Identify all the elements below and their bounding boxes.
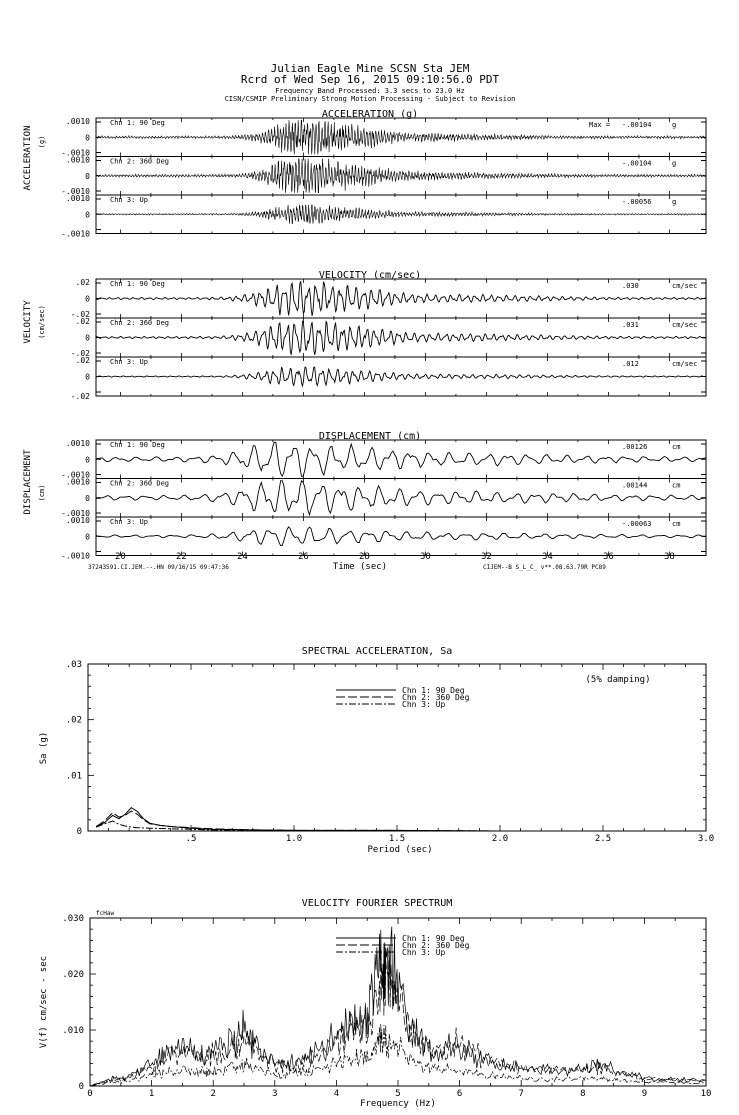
y-tick-label: .02 bbox=[75, 356, 90, 365]
legend-label: Chn 3: Up bbox=[402, 700, 446, 709]
trace-row bbox=[71, 278, 706, 319]
acceleration-panel bbox=[23, 109, 706, 239]
y-tick-label: .0010 bbox=[65, 439, 90, 448]
y-tick-label: .0010 bbox=[65, 516, 90, 525]
y-tick-label: .02 bbox=[65, 715, 82, 726]
trace-row bbox=[61, 156, 706, 197]
legend-label: Chn 1: 90 Deg bbox=[402, 934, 465, 943]
x-axis-label: Frequency (Hz) bbox=[360, 1099, 436, 1109]
waveform-trace bbox=[96, 205, 706, 224]
trace-row bbox=[61, 117, 706, 158]
y-tick-label: .0010 bbox=[65, 155, 90, 165]
x-tick-label: 10 bbox=[700, 1089, 712, 1099]
x-tick-label: 8 bbox=[580, 1089, 586, 1099]
channel-max-value: .031 bbox=[622, 321, 639, 329]
panel-title: DISPLACEMENT (cm) bbox=[318, 431, 422, 442]
trace-frame bbox=[96, 440, 706, 479]
channel-max-value: .00144 bbox=[622, 481, 648, 490]
channel-max-unit: cm/sec bbox=[672, 282, 698, 290]
y-tick-label: .0010 bbox=[65, 477, 90, 487]
channel-max-unit: cm/sec bbox=[672, 360, 698, 368]
legend bbox=[336, 934, 470, 957]
chart-title: SPECTRAL ACCELERATION, Sa bbox=[301, 646, 453, 657]
y-tick-label: -.02 bbox=[70, 349, 90, 358]
y-tick-label: 0 bbox=[85, 210, 90, 220]
spectral-acceleration-chart bbox=[39, 646, 714, 855]
waveform-trace bbox=[96, 367, 706, 386]
waveform-trace bbox=[96, 159, 706, 193]
y-tick-label: 0 bbox=[78, 1082, 84, 1092]
y-tick-label: 0 bbox=[85, 133, 90, 143]
series-line bbox=[96, 811, 706, 831]
channel-max-value: -.00056 bbox=[622, 198, 652, 206]
trace-row bbox=[61, 194, 706, 239]
waveform-trace bbox=[96, 527, 706, 546]
x-tick-label: 2.0 bbox=[491, 834, 509, 844]
trace-row bbox=[71, 356, 706, 401]
time-tick-label: 36 bbox=[602, 552, 614, 562]
velocity-fourier-spectrum-chart bbox=[39, 898, 711, 1109]
y-tick-label: -.0010 bbox=[61, 148, 90, 158]
panel-side-label: DISPLACEMENT bbox=[23, 449, 33, 515]
time-tick-label: 24 bbox=[236, 552, 248, 562]
header-station: Julian Eagle Mine SCSN Sta JEM bbox=[270, 62, 470, 75]
x-axis-label: Period (sec) bbox=[367, 845, 433, 855]
y-tick-label: -.0010 bbox=[61, 229, 90, 239]
header-disclaimer: CISN/CSMIP Preliminary Strong Motion Processing - Subject to Revision bbox=[224, 95, 516, 103]
series-line bbox=[90, 927, 706, 1087]
time-tick-label: 34 bbox=[541, 552, 553, 562]
series-lines bbox=[90, 927, 706, 1087]
legend-label: Chn 1: 90 Deg bbox=[402, 686, 465, 695]
waveform-trace bbox=[96, 442, 706, 476]
axis-ticks bbox=[66, 660, 714, 844]
y-tick-label: 0 bbox=[85, 372, 90, 382]
max-prefix: Max = bbox=[589, 121, 611, 129]
panel-side-label: VELOCITY bbox=[23, 300, 33, 344]
channel-label: Chn 2: 360 Deg bbox=[110, 157, 170, 166]
x-tick-label: 3.0 bbox=[697, 834, 715, 844]
series-line bbox=[90, 1024, 706, 1086]
time-tick-label: 22 bbox=[175, 552, 187, 562]
channel-label: Chn 1: 90 Deg bbox=[110, 441, 165, 449]
plot-tag: fcHaw bbox=[96, 910, 115, 917]
legend-label: Chn 3: Up bbox=[402, 948, 446, 957]
waveform-trace bbox=[96, 321, 706, 355]
y-tick-label: -.02 bbox=[70, 392, 90, 401]
y-tick-label: 0 bbox=[85, 333, 90, 343]
x-tick-label: 9 bbox=[641, 1089, 648, 1099]
time-tick-label: 20 bbox=[114, 552, 126, 562]
y-tick-label: .02 bbox=[75, 278, 90, 287]
y-tick-label: 0 bbox=[85, 294, 90, 304]
y-axis-label: V(f) cm/sec - sec bbox=[39, 955, 49, 1049]
x-tick-label: 1 bbox=[148, 1089, 155, 1099]
velocity-panel bbox=[23, 270, 706, 401]
y-tick-label: 0 bbox=[85, 171, 90, 181]
time-tick-label: 38 bbox=[663, 552, 675, 562]
x-tick-label: 1.0 bbox=[285, 834, 303, 844]
displacement-panel bbox=[23, 431, 706, 561]
y-tick-label: .010 bbox=[62, 1026, 84, 1036]
x-tick-label: 5 bbox=[395, 1089, 401, 1099]
channel-label: Chn 3: Up bbox=[110, 518, 148, 526]
header-record: Rcrd of Wed Sep 16, 2015 09:10:56.0 PDT bbox=[240, 73, 500, 86]
trace-rows bbox=[61, 117, 706, 239]
trace-rows bbox=[61, 439, 706, 561]
time-tick-label: 32 bbox=[480, 552, 492, 562]
y-axis-label: Sa (g) bbox=[39, 731, 49, 765]
y-tick-label: .030 bbox=[62, 914, 84, 924]
legend-label: Chn 2: 360 Deg bbox=[402, 693, 470, 702]
y-tick-label: .03 bbox=[65, 660, 82, 670]
trace-row bbox=[71, 317, 706, 358]
y-tick-label: 0 bbox=[85, 493, 90, 503]
y-tick-label: 0 bbox=[85, 532, 90, 542]
chart-title: VELOCITY FOURIER SPECTRUM bbox=[301, 898, 453, 909]
waveform-trace bbox=[96, 281, 706, 316]
time-tick-label: 26 bbox=[297, 552, 309, 562]
y-tick-label: -.02 bbox=[70, 310, 90, 319]
y-tick-label: -.0010 bbox=[61, 509, 90, 518]
waveform-trace bbox=[96, 120, 706, 154]
panel-side-unit: (cm/sec) bbox=[38, 305, 46, 339]
y-tick-label: .020 bbox=[62, 970, 84, 980]
x-tick-label: 6 bbox=[456, 1089, 463, 1099]
channel-label: Chn 1: 90 Deg bbox=[110, 280, 165, 288]
record-id-footer: 37243591.CI.JEM.--.HN 09/16/15 09:47:36 bbox=[88, 564, 229, 571]
channel-label: Chn 3: Up bbox=[110, 196, 148, 204]
panel-side-label: ACCELERATION bbox=[23, 125, 33, 191]
panel-side-unit: (cm) bbox=[38, 484, 46, 502]
channel-label: Chn 2: 360 Deg bbox=[110, 479, 170, 488]
y-tick-label: .02 bbox=[75, 317, 90, 326]
channel-max-value: -.00104 bbox=[622, 121, 652, 129]
channel-max-unit: cm/sec bbox=[672, 321, 698, 329]
trace-row bbox=[61, 478, 706, 519]
x-tick-label: 0 bbox=[87, 1089, 93, 1099]
channel-max-unit: cm bbox=[672, 481, 681, 490]
channel-label: Chn 1: 90 Deg bbox=[110, 119, 165, 127]
channel-max-unit: cm bbox=[672, 520, 681, 528]
legend bbox=[336, 686, 470, 709]
channel-max-unit: g bbox=[672, 198, 677, 206]
channel-max-value: -.00104 bbox=[622, 159, 652, 168]
x-tick-label: 3 bbox=[272, 1089, 278, 1099]
processing-code-footer: CIJEM--B S_L_C_ v**.08.63.79R PC89 bbox=[483, 564, 606, 571]
x-tick-label: 2.5 bbox=[594, 834, 612, 844]
panel-title: ACCELERATION (g) bbox=[321, 109, 419, 120]
damping-note: (5% damping) bbox=[585, 675, 651, 685]
y-tick-label: -.0010 bbox=[61, 187, 90, 196]
series-lines bbox=[96, 808, 706, 831]
record-header bbox=[225, 62, 516, 103]
series-line bbox=[96, 821, 706, 831]
channel-max-unit: g bbox=[672, 121, 677, 129]
waveform-trace bbox=[96, 481, 706, 515]
channel-max-unit: cm bbox=[672, 443, 681, 451]
channel-label: Chn 3: Up bbox=[110, 358, 148, 366]
panel-title: VELOCITY (cm/sec) bbox=[318, 270, 422, 281]
time-tick-label: 30 bbox=[419, 552, 431, 562]
trace-row bbox=[61, 439, 706, 480]
y-tick-label: .01 bbox=[65, 771, 82, 782]
y-tick-label: .0010 bbox=[65, 117, 90, 126]
plot-frame bbox=[88, 664, 706, 831]
legend-label: Chn 2: 360 Deg bbox=[402, 941, 470, 950]
time-axis-label: Time (sec) bbox=[332, 562, 388, 572]
y-tick-label: -.0010 bbox=[61, 470, 90, 480]
channel-max-value: .00126 bbox=[622, 443, 648, 451]
x-tick-label: 7 bbox=[518, 1089, 524, 1099]
channel-max-value: -.00063 bbox=[622, 520, 652, 528]
x-tick-label: 4 bbox=[333, 1089, 340, 1099]
channel-label: Chn 2: 360 Deg bbox=[110, 319, 170, 327]
series-line bbox=[90, 945, 706, 1086]
y-tick-label: -.0010 bbox=[61, 551, 90, 561]
time-tick-label: 28 bbox=[358, 552, 370, 562]
channel-max-unit: g bbox=[672, 159, 677, 168]
header-band: Frequency Band Processed: 3.3 secs to 23.0 Hz bbox=[275, 87, 465, 95]
x-tick-label: 1.5 bbox=[388, 834, 406, 844]
x-tick-label: 2 bbox=[210, 1089, 216, 1099]
x-tick-label: .5 bbox=[185, 834, 197, 844]
y-tick-label: .0010 bbox=[65, 194, 90, 203]
y-tick-label: 0 bbox=[76, 827, 82, 837]
channel-max-value: .012 bbox=[622, 360, 639, 368]
trace-rows bbox=[71, 278, 706, 401]
channel-max-value: .030 bbox=[622, 282, 639, 290]
y-tick-label: 0 bbox=[85, 455, 90, 465]
panel-side-unit: (g) bbox=[38, 135, 46, 149]
